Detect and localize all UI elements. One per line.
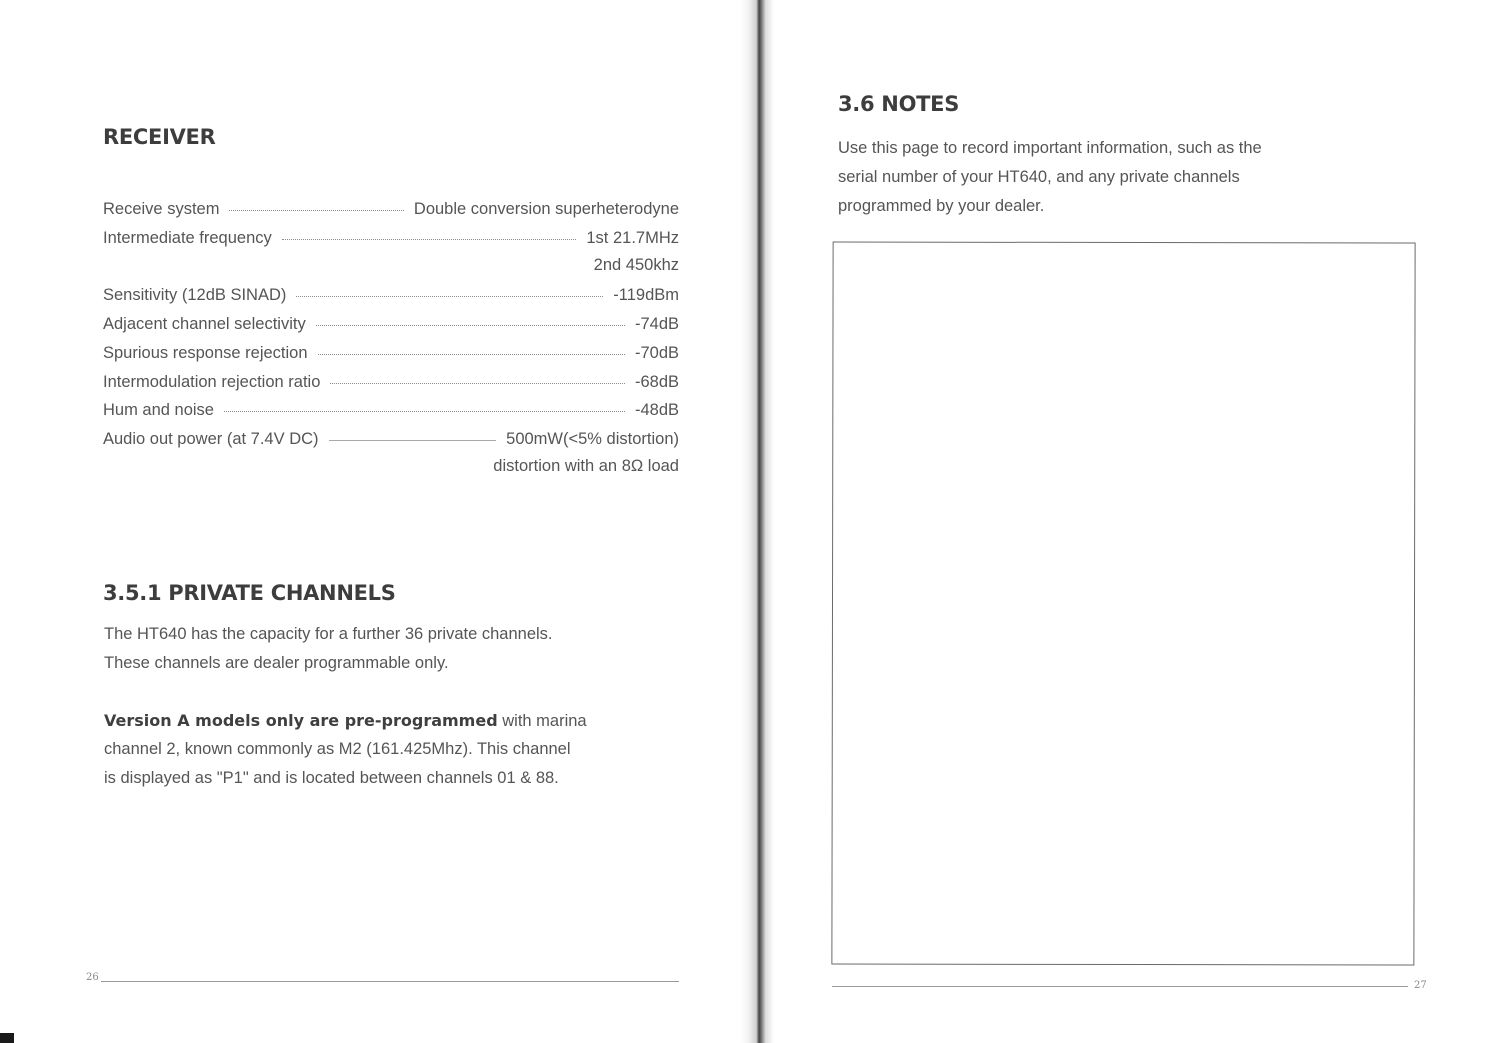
notes-heading: 3.6 NOTES <box>838 92 960 116</box>
leader-dots <box>330 383 625 384</box>
spec-label: Audio out power (at 7.4V DC) <box>103 429 319 448</box>
private-channels-heading: 3.5.1 PRIVATE CHANNELS <box>103 581 396 605</box>
page-number-right: 27 <box>1414 980 1427 991</box>
version-note-line-3: is displayed as "P1" and is located between channels 01 & 88. <box>104 769 559 787</box>
version-note-line-1 <box>104 711 587 731</box>
footer-rule-right <box>832 986 1408 987</box>
spec-row-sensitivity <box>103 284 679 306</box>
spec-row-intermediate-frequency <box>103 227 679 249</box>
notes-box <box>831 241 1415 965</box>
spec-label: Sensitivity (12dB SINAD) <box>103 285 287 304</box>
leader-dots <box>282 239 577 240</box>
leader-dots <box>316 325 625 326</box>
spec-value: -70dB <box>634 343 679 362</box>
page-number-left: 26 <box>86 972 99 983</box>
spec-row-adjacent-channel <box>103 313 679 335</box>
private-channels-line-1: The HT640 has the capacity for a further 36 private channels. <box>104 625 553 643</box>
spec-value: -68dB <box>634 372 679 391</box>
notes-line-3: programmed by your dealer. <box>838 197 1045 215</box>
book-spine <box>740 0 774 1043</box>
spec-row-hum-noise <box>103 399 679 421</box>
version-note-line-1-rest: with marina <box>497 712 587 730</box>
leader-dots <box>224 411 625 412</box>
spec-row-receive-system <box>103 198 679 220</box>
spec-continuation-2nd-if: 2nd 450khz <box>593 256 679 274</box>
spec-continuation-load: distortion with an 8Ω load <box>493 457 679 475</box>
spec-value: -48dB <box>634 400 679 419</box>
leader-dots <box>318 354 625 355</box>
version-note-bold: Version A models only are pre-programmed <box>104 711 498 730</box>
spec-value: 500mW(<5% distortion) <box>506 429 679 448</box>
spec-label: Receive system <box>103 199 220 218</box>
private-channels-line-2: These channels are dealer programmable only. <box>104 654 449 672</box>
spec-label: Intermodulation rejection ratio <box>103 372 321 391</box>
corner-mark <box>0 1033 14 1043</box>
spec-label: Intermediate frequency <box>103 228 272 247</box>
notes-line-1: Use this page to record important information, such as the <box>838 139 1262 157</box>
leader-dots <box>229 210 403 211</box>
spec-label: Hum and noise <box>103 400 214 419</box>
leader-line <box>329 440 497 441</box>
spec-value: 1st 21.7MHz <box>586 228 679 247</box>
spec-value: -74dB <box>634 314 679 333</box>
spec-value: Double conversion superheterodyne <box>413 199 679 218</box>
version-note-line-2: channel 2, known commonly as M2 (161.425Mhz). This channel <box>104 740 571 758</box>
spec-row-intermodulation <box>103 371 679 393</box>
spec-value: -119dBm <box>613 285 679 304</box>
spec-row-audio-out-power <box>103 428 679 450</box>
spec-row-spurious-response <box>103 342 679 364</box>
receiver-heading: RECEIVER <box>103 125 216 149</box>
spec-label: Adjacent channel selectivity <box>103 314 306 333</box>
leader-dots <box>296 296 603 297</box>
spec-label: Spurious response rejection <box>103 343 308 362</box>
footer-rule-left <box>101 981 679 982</box>
notes-line-2: serial number of your HT640, and any private channels <box>838 168 1240 186</box>
